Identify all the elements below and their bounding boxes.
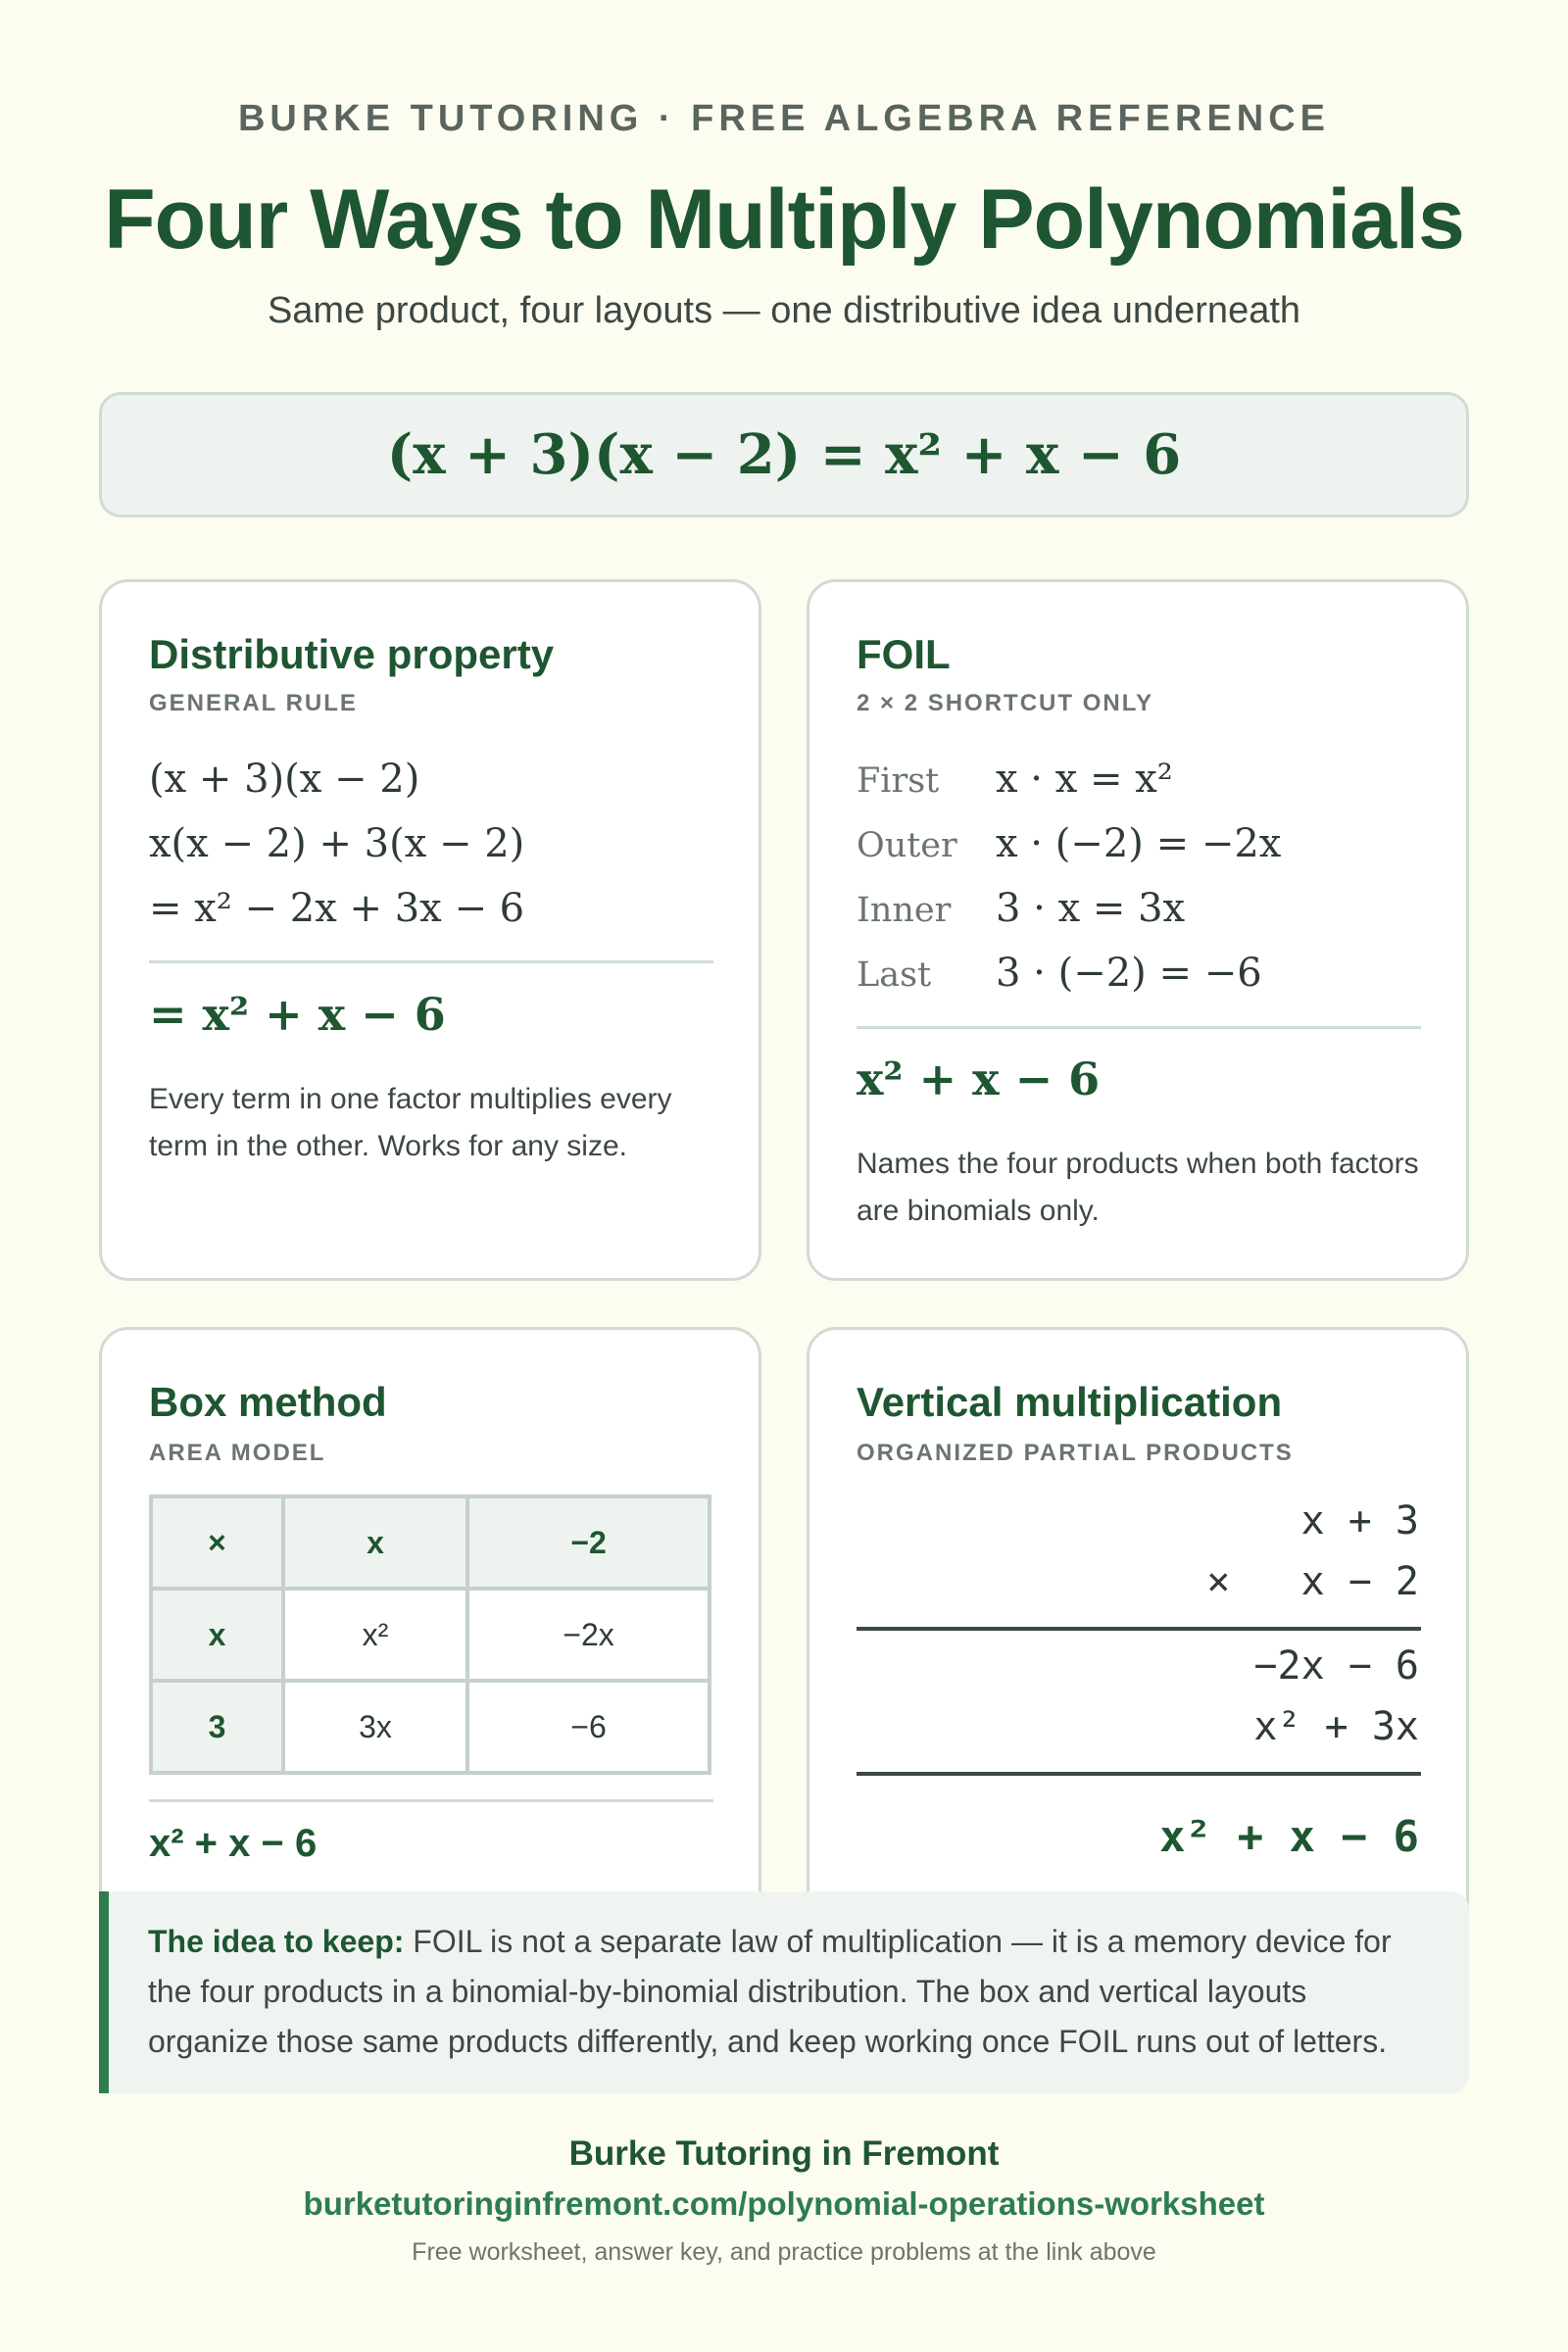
footer-url-link[interactable]: burketutoringinfremont.com/polynomial-operations-worksheet xyxy=(303,2185,1265,2222)
step-line: = x² − 2x + 3x − 6 xyxy=(149,886,525,931)
vertical-card xyxy=(807,1327,1469,1954)
foil-label: Inner xyxy=(857,891,952,930)
box-row xyxy=(151,1589,710,1681)
foil-label: Last xyxy=(857,956,932,995)
foil-value: 3 · x = 3x xyxy=(996,886,1186,931)
card-subtitle: AREA MODEL xyxy=(149,1440,326,1466)
card-note: Every term in one factor multiplies every term in the other. Works for any size. xyxy=(149,1083,672,1162)
step-line: x(x − 2) + 3(x − 2) xyxy=(149,821,525,866)
card-title: Distributive property xyxy=(149,631,555,677)
box-cell: 3x xyxy=(283,1681,467,1773)
distributive-card xyxy=(99,579,761,1281)
foil-value: x · x = x² xyxy=(996,757,1173,802)
foil-card xyxy=(807,579,1469,1281)
equation-banner xyxy=(99,392,1469,517)
foil-label: First xyxy=(857,761,940,801)
vertical-factor-2: × x − 2 xyxy=(1206,1559,1419,1604)
box-header-row xyxy=(151,1496,710,1589)
divider xyxy=(149,960,713,963)
card-title: FOIL xyxy=(857,631,951,677)
box-cell: x xyxy=(283,1496,467,1589)
footer-note: Free worksheet, answer key, and practice problems at the link above xyxy=(412,2238,1156,2266)
divider xyxy=(149,1799,713,1802)
foil-value: x · (−2) = −2x xyxy=(996,821,1282,866)
idea-callout xyxy=(99,1891,1469,2093)
box-cell: −6 xyxy=(467,1681,710,1773)
card-title: Box method xyxy=(149,1379,387,1425)
card-subtitle: 2 × 2 SHORTCUT ONLY xyxy=(857,690,1154,716)
box-cell: 3 xyxy=(151,1681,283,1773)
foil-row-inner xyxy=(857,886,1185,931)
footer-brand: Burke Tutoring in Fremont xyxy=(568,2134,1000,2173)
vertical-partial-1: −2x − 6 xyxy=(1253,1643,1419,1689)
vertical-rule xyxy=(857,1627,1421,1631)
card-subtitle: GENERAL RULE xyxy=(149,690,358,716)
idea-text: FOIL is not a separate law of multiplication — it is a memory device for the four products in a binomial-by-binomial distribution. The box and vertical layouts organize those same products differently, and keep working once FOIL runs out of letters. xyxy=(148,1924,1392,2059)
vertical-rule xyxy=(857,1772,1421,1776)
vertical-partial-2: x² + 3x xyxy=(1253,1704,1419,1749)
vertical-result: x² + x − 6 xyxy=(1159,1812,1419,1862)
result: = x² + x − 6 xyxy=(149,988,446,1041)
card-subtitle: ORGANIZED PARTIAL PRODUCTS xyxy=(857,1440,1294,1466)
box-cell: × xyxy=(151,1496,283,1589)
result: x² + x − 6 xyxy=(857,1053,1101,1105)
foil-label: Outer xyxy=(857,826,957,865)
box-cell: x xyxy=(151,1589,283,1681)
card-title: Vertical multiplication xyxy=(857,1379,1283,1425)
result: x² + x − 6 xyxy=(149,1822,318,1865)
divider xyxy=(857,1026,1421,1029)
banner-equation: (x + 3)(x − 2) = x² + x − 6 xyxy=(386,422,1182,487)
box-cell: x² xyxy=(283,1589,467,1681)
card-note: Names the four products when both factors are binomials only. xyxy=(857,1148,1419,1227)
box-grid xyxy=(149,1494,711,1775)
foil-row-outer xyxy=(857,821,1281,866)
step-line: (x + 3)(x − 2) xyxy=(149,757,420,802)
idea-lead: The idea to keep: xyxy=(148,1924,405,1959)
foil-value: 3 · (−2) = −6 xyxy=(996,951,1262,996)
vertical-factor-1: x + 3 xyxy=(1300,1498,1419,1544)
foil-row-first xyxy=(857,757,1173,802)
box-row xyxy=(151,1681,710,1773)
page-subtitle: Same product, four layouts — one distributive idea underneath xyxy=(267,290,1301,331)
box-cell: −2 xyxy=(467,1496,710,1589)
page-title: Four Ways to Multiply Polynomials xyxy=(104,172,1464,267)
foil-row-last xyxy=(857,951,1262,996)
box-method-card xyxy=(99,1327,761,1954)
eyebrow: BURKE TUTORING · FREE ALGEBRA REFERENCE xyxy=(237,98,1331,139)
box-cell: −2x xyxy=(467,1589,710,1681)
